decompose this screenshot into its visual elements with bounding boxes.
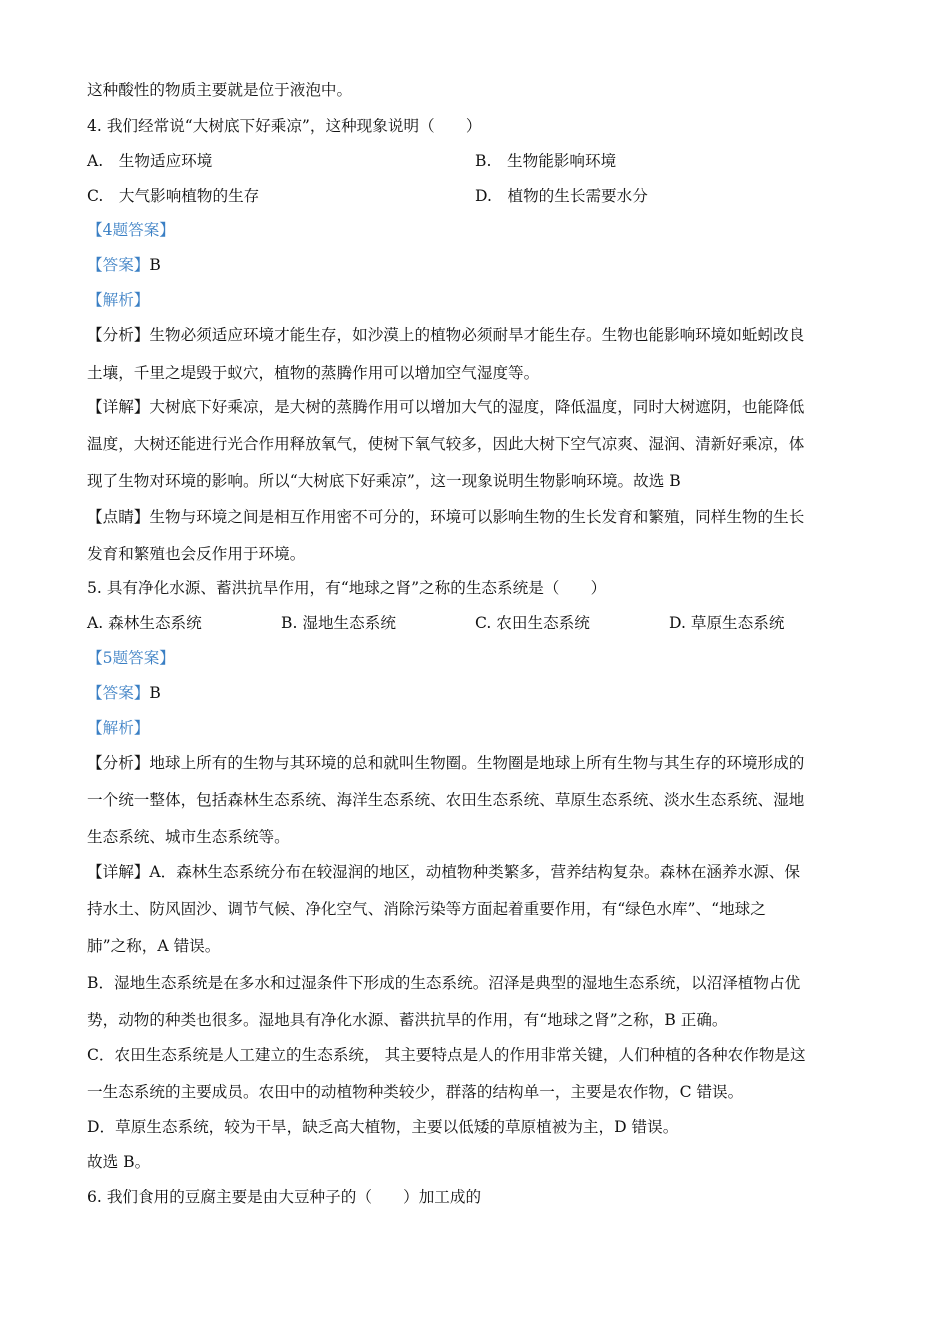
q4-option-a: A. 生物适应环境 — [87, 152, 213, 170]
q4-comment-tag: 【点睛】 — [87, 508, 150, 526]
q5-detail-text-9: 故选 B。 — [87, 1153, 151, 1171]
q5-option-c: C. 农田生态系统 — [475, 614, 590, 632]
q5-detail-text-4: B．湿地生态系统是在多水和过湿条件下形成的生态系统。沼泽是典型的湿地生态系统，以沼泽植物占优 — [87, 974, 801, 992]
q5-analysis-text-1: 地球上所有的生物与其环境的总和就叫生物圈。生物圈是地球上所有生物与其生存的环境形成的 — [149, 754, 805, 772]
q4-analysis-heading: 【解析】 — [87, 291, 150, 309]
q4-analysis-text-1: 生物必须适应环境才能生存，如沙漠上的植物必须耐旱才能生存。生物也能影响环境如蚯蚓改良 — [149, 326, 805, 344]
q4-answer-tag: 【答案】 — [87, 256, 150, 274]
q5-analysis-line-1 — [87, 753, 877, 773]
q3-tail-text: 这种酸性的物质主要就是位于液泡中。 — [87, 81, 353, 99]
q4-answer-line — [87, 255, 877, 275]
q4-detail-line-1 — [87, 397, 877, 417]
q4-detail-text-2: 温度，大树还能进行光合作用释放氧气，使树下氧气较多，因此大树下空气凉爽、湿润、清新好乘凉，体 — [87, 435, 805, 453]
q5-analysis-heading: 【解析】 — [87, 719, 150, 737]
q4-analysis-line-1 — [87, 325, 877, 345]
q4-answer-value: B — [149, 256, 161, 274]
q5-detail-text-2: 持水土、防风固沙、调节气候、净化空气、消除污染等方面起着重要作用，有“绿色水库”、“地球之 — [87, 900, 766, 918]
q4-option-c: C. 大气影响植物的生存 — [87, 187, 260, 205]
q4-detail-text-1: 大树底下好乘凉，是大树的蒸腾作用可以增加大气的湿度，降低温度，同时大树遮阴，也能降低 — [149, 398, 805, 416]
q4-comment-text-2: 发育和繁殖也会反作用于环境。 — [87, 545, 306, 563]
q5-stem: 5. 具有净化水源、蓄洪抗旱作用，有“地球之肾”之称的生态系统是（ ） — [87, 579, 607, 597]
q5-answer-line — [87, 683, 877, 703]
q5-detail-text-6: C．农田生态系统是人工建立的生态系统， 其主要特点是人的作用非常关键，人们种植的各种农作物是这 — [87, 1046, 806, 1064]
q5-detail-text-8: D．草原生态系统，较为干旱，缺乏高大植物，主要以低矮的草原植被为主，D 错误。 — [87, 1118, 679, 1136]
q5-detail-text-1: A．森林生态系统分布在较湿润的地区，动植物种类繁多，营养结构复杂。森林在涵养水源、保 — [149, 863, 800, 881]
q5-detail-tag: 【详解】 — [87, 863, 150, 881]
q4-option-b: B. 生物能影响环境 — [475, 152, 617, 170]
q5-option-d: D. 草原生态系统 — [669, 614, 785, 632]
q4-detail-tag: 【详解】 — [87, 398, 150, 416]
q5-answer-value: B — [149, 684, 161, 702]
q5-answer-tag: 【答案】 — [87, 684, 150, 702]
q5-analysis-text-2: 一个统一整体，包括森林生态系统、海洋生态系统、农田生态系统、草原生态系统、淡水生态系统、湿地 — [87, 791, 805, 809]
q6-stem: 6. 我们食用的豆腐主要是由大豆种子的（ ）加工成的 — [87, 1188, 482, 1206]
q4-analysis-text-2: 土壤，千里之堤毁于蚁穴，植物的蒸腾作用可以增加空气湿度等。 — [87, 364, 540, 382]
q5-option-b: B. 湿地生态系统 — [281, 614, 396, 632]
q5-answer-heading: 【5题答案】 — [87, 649, 175, 667]
q5-detail-text-3: 肺”之称，A 错误。 — [87, 937, 221, 955]
q4-comment-text-1: 生物与环境之间是相互作用密不可分的，环境可以影响生物的生长发育和繁殖，同样生物的生长 — [149, 508, 805, 526]
q4-detail-text-3: 现了生物对环境的影响。所以“大树底下好乘凉”，这一现象说明生物影响环境。故选 B — [87, 472, 681, 490]
q4-stem: 4. 我们经常说“大树底下好乘凉”，这种现象说明（ ） — [87, 117, 482, 135]
q5-detail-text-7: 一生态系统的主要成员。农田中的动植物种类较少，群落的结构单一，主要是农作物，C 错误。 — [87, 1083, 744, 1101]
q4-analysis-tag: 【分析】 — [87, 326, 150, 344]
q5-analysis-tag: 【分析】 — [87, 754, 150, 772]
q5-option-a: A. 森林生态系统 — [87, 614, 202, 632]
q5-detail-line-1 — [87, 862, 877, 882]
q5-analysis-text-3: 生态系统、城市生态系统等。 — [87, 828, 290, 846]
q4-option-d: D. 植物的生长需要水分 — [475, 187, 648, 205]
q4-comment-line-1 — [87, 507, 877, 527]
q4-answer-heading: 【4题答案】 — [87, 221, 175, 239]
q5-detail-text-5: 势，动物的种类也很多。湿地具有净化水源、蓄洪抗旱的作用，有“地球之肾”之称，B 正确。 — [87, 1011, 728, 1029]
